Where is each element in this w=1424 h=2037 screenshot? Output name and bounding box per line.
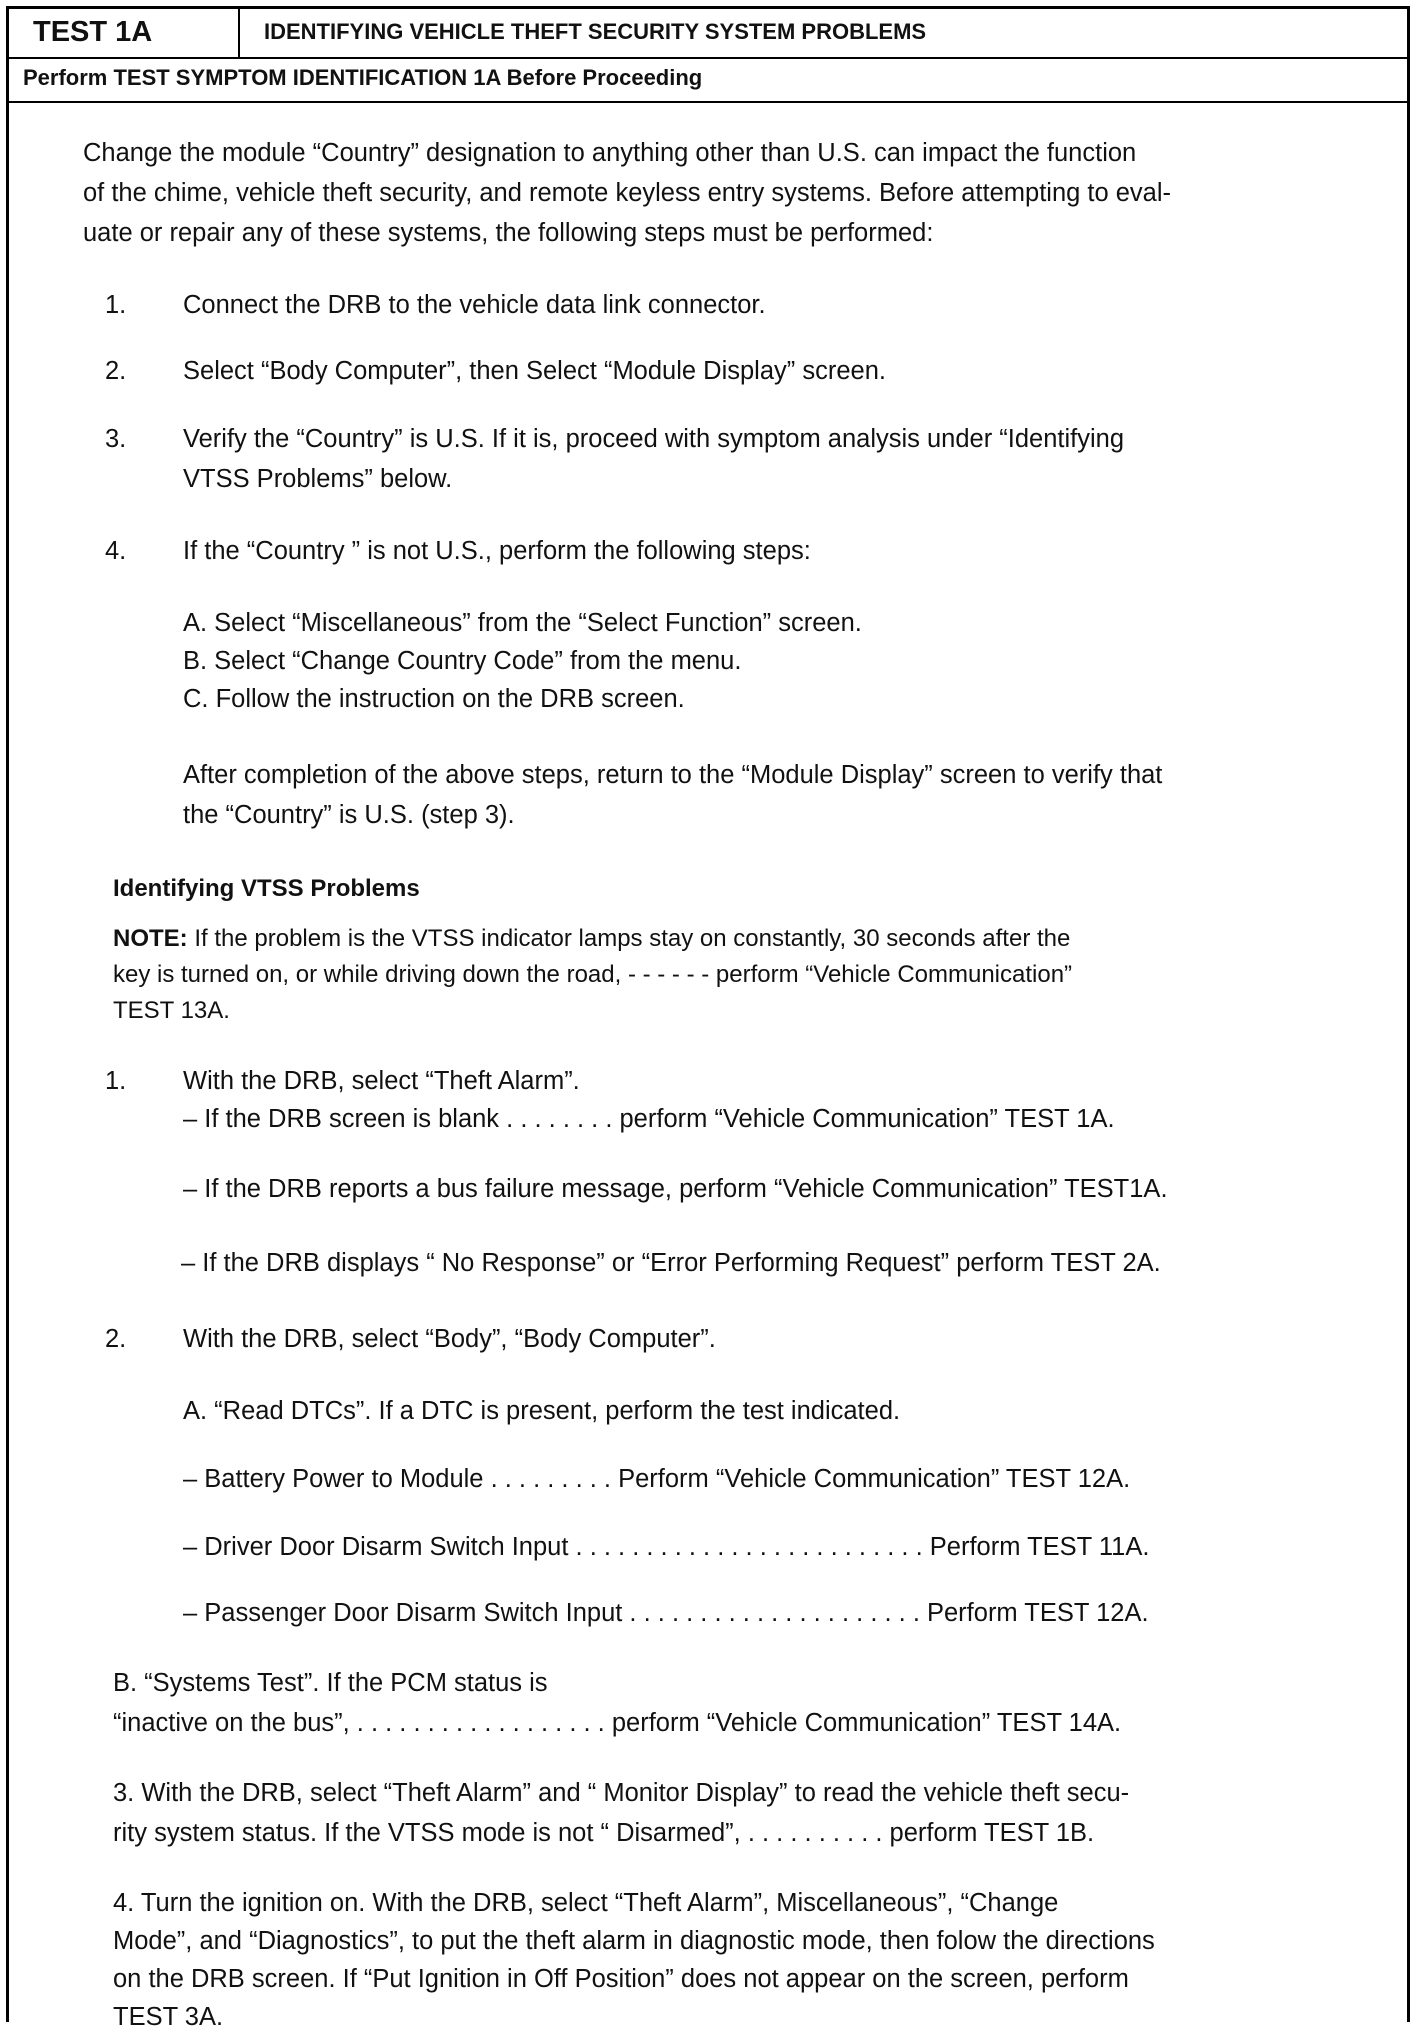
substep: A. “Read DTCs”. If a DTC is present, perform the test indicated. — [183, 1397, 901, 1425]
intro-line: Change the module “Country” designation to anything other than U.S. can impact the function — [83, 139, 1137, 167]
note-text: If the problem is the VTSS indicator lamps stay on constantly, 30 seconds after the — [187, 925, 1071, 952]
step-number: 2. — [105, 357, 127, 385]
step-text: VTSS Problems” below. — [183, 465, 453, 493]
step-text: With the DRB, select “Theft Alarm”. — [183, 1067, 580, 1095]
step-number: 2. — [105, 1325, 127, 1353]
step-text: If the “Country ” is not U.S., perform the following steps: — [183, 537, 811, 565]
after-completion-line: the “Country” is U.S. (step 3). — [183, 801, 515, 829]
step-text: Verify the “Country” is U.S. If it is, proceed with symptom analysis under “Identifying — [183, 425, 1125, 453]
note-line: key is turned on, or while driving down the road, - - - - - - perform “Vehicle Communication” — [113, 961, 1073, 988]
step-number: 3. — [105, 425, 127, 453]
step-text: TEST 3A. — [113, 2003, 224, 2031]
step-text: Select “Body Computer”, then Select “Module Display” screen. — [183, 357, 886, 385]
intro-line: uate or repair any of these systems, the following steps must be performed: — [83, 219, 934, 247]
step-text: 3. With the DRB, select “Theft Alarm” and “ Monitor Display” to read the vehicle theft secu- — [113, 1779, 1130, 1807]
substep: B. “Systems Test”. If the PCM status is — [113, 1669, 548, 1697]
header-row — [9, 9, 1407, 59]
note-label: NOTE: — [113, 925, 188, 952]
step-text: 4. Turn the ignition on. With the DRB, select “Theft Alarm”, Miscellaneous”, “Change — [113, 1889, 1059, 1917]
after-completion-line: After completion of the above steps, return to the “Module Display” screen to verify that — [183, 761, 1163, 789]
document-frame — [6, 6, 1410, 2031]
subheader: Perform TEST SYMPTOM IDENTIFICATION 1A Before Proceeding — [9, 57, 1407, 103]
section-title: Identifying VTSS Problems — [113, 875, 420, 902]
dtc-item: – Passenger Door Disarm Switch Input . . . . . . . . . . . . . . . . . . . . . Perform TEST 12A. — [183, 1599, 1149, 1627]
step-text: With the DRB, select “Body”, “Body Computer”. — [183, 1325, 716, 1353]
dtc-item: – Battery Power to Module . . . . . . . . . Perform “Vehicle Communication” TEST 12A. — [183, 1465, 1131, 1493]
page-title: IDENTIFYING VEHICLE THEFT SECURITY SYSTEM PROBLEMS — [264, 19, 927, 44]
step-number: 1. — [105, 291, 127, 319]
dtc-item: – Driver Door Disarm Switch Input . . . . . . . . . . . . . . . . . . . . . . . . . Perform TEST 11A. — [183, 1533, 1150, 1561]
step-text: rity system status. If the VTSS mode is not “ Disarmed”, . . . . . . . . . . perform TEST 1B. — [113, 1819, 1095, 1847]
substep: C. Follow the instruction on the DRB screen. — [183, 685, 685, 713]
result-item: – If the DRB reports a bus failure message, perform “Vehicle Communication” TEST1A. — [183, 1175, 1168, 1203]
step-text: Mode”, and “Diagnostics”, to put the theft alarm in diagnostic mode, then folow the directions — [113, 1927, 1155, 1955]
substep: A. Select “Miscellaneous” from the “Select Function” screen. — [183, 609, 862, 637]
result-item: – If the DRB displays “ No Response” or “Error Performing Request” perform TEST 2A. — [181, 1249, 1161, 1277]
intro-line: of the chime, vehicle theft security, and remote keyless entry systems. Before attempting to eval- — [83, 179, 1172, 207]
step-number: 4. — [105, 537, 127, 565]
substep: “inactive on the bus”, . . . . . . . . . . . . . . . . . . perform “Vehicle Communication” TEST 14A. — [113, 1709, 1122, 1737]
substep: B. Select “Change Country Code” from the menu. — [183, 647, 742, 675]
note-line — [113, 921, 1070, 957]
step-text: on the DRB screen. If “Put Ignition in Off Position” does not appear on the screen, perform — [113, 1965, 1129, 1993]
step-number: 1. — [105, 1067, 127, 1095]
result-item: – If the DRB screen is blank . . . . . . . . perform “Vehicle Communication” TEST 1A. — [183, 1105, 1115, 1133]
test-id: TEST 1A — [9, 9, 240, 57]
note-line: TEST 13A. — [113, 997, 230, 1024]
step-text: Connect the DRB to the vehicle data link connector. — [183, 291, 766, 319]
